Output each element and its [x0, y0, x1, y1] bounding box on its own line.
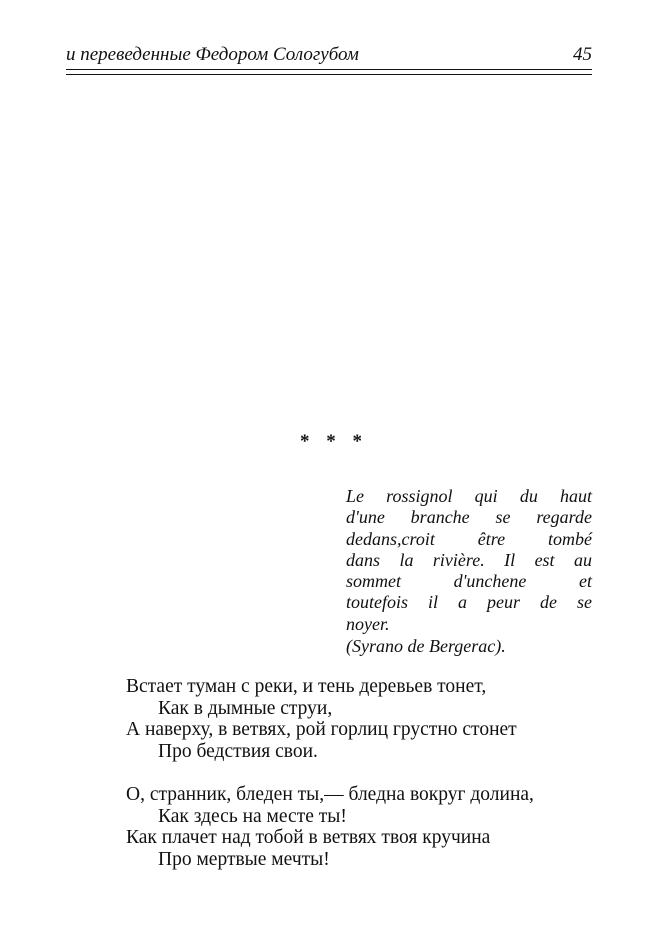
header-rule-top [66, 69, 592, 70]
epigraph-line: sommet d'unchene et [346, 571, 592, 592]
verse-line: Как здесь на месте ты! [158, 805, 347, 827]
asterism-separator: * * * [300, 431, 368, 452]
page-number: 45 [573, 44, 592, 65]
epigraph [346, 486, 592, 657]
verse-line: Как в дымные струи, [158, 697, 333, 719]
verse-line: Как плачет над тобой в ветвях твоя кручина [126, 827, 491, 848]
verse-line: Про бедствия свои. [158, 740, 318, 762]
header-rule-bottom [66, 74, 592, 75]
verse-line: О, странник, бледен ты,— бледна вокруг долина, [126, 784, 534, 805]
epigraph-line: toutefois il a peur de se [346, 592, 592, 613]
verse-line: Про мертвые мечты! [158, 848, 330, 870]
stanza [126, 676, 606, 762]
verse-line: Встает туман с реки, и тень деревьев тонет, [126, 676, 487, 697]
epigraph-line: dedans,croit être tombé [346, 528, 592, 549]
running-title: и переведенные Федором Сологубом [66, 44, 359, 65]
verse-line: А наверху, в ветвях, рой горлиц грустно стонет [126, 719, 517, 740]
epigraph-line: d'une branche se regarde [346, 507, 592, 528]
epigraph-line: dans la rivière. Il est au [346, 549, 592, 570]
epigraph-line: Le rossignol qui du haut [346, 486, 592, 506]
poem [126, 676, 606, 870]
epigraph-line: noyer. [346, 613, 390, 634]
running-head [66, 44, 592, 66]
epigraph-source: (Syrano de Bergerac). [346, 636, 506, 657]
stanza [126, 784, 606, 870]
